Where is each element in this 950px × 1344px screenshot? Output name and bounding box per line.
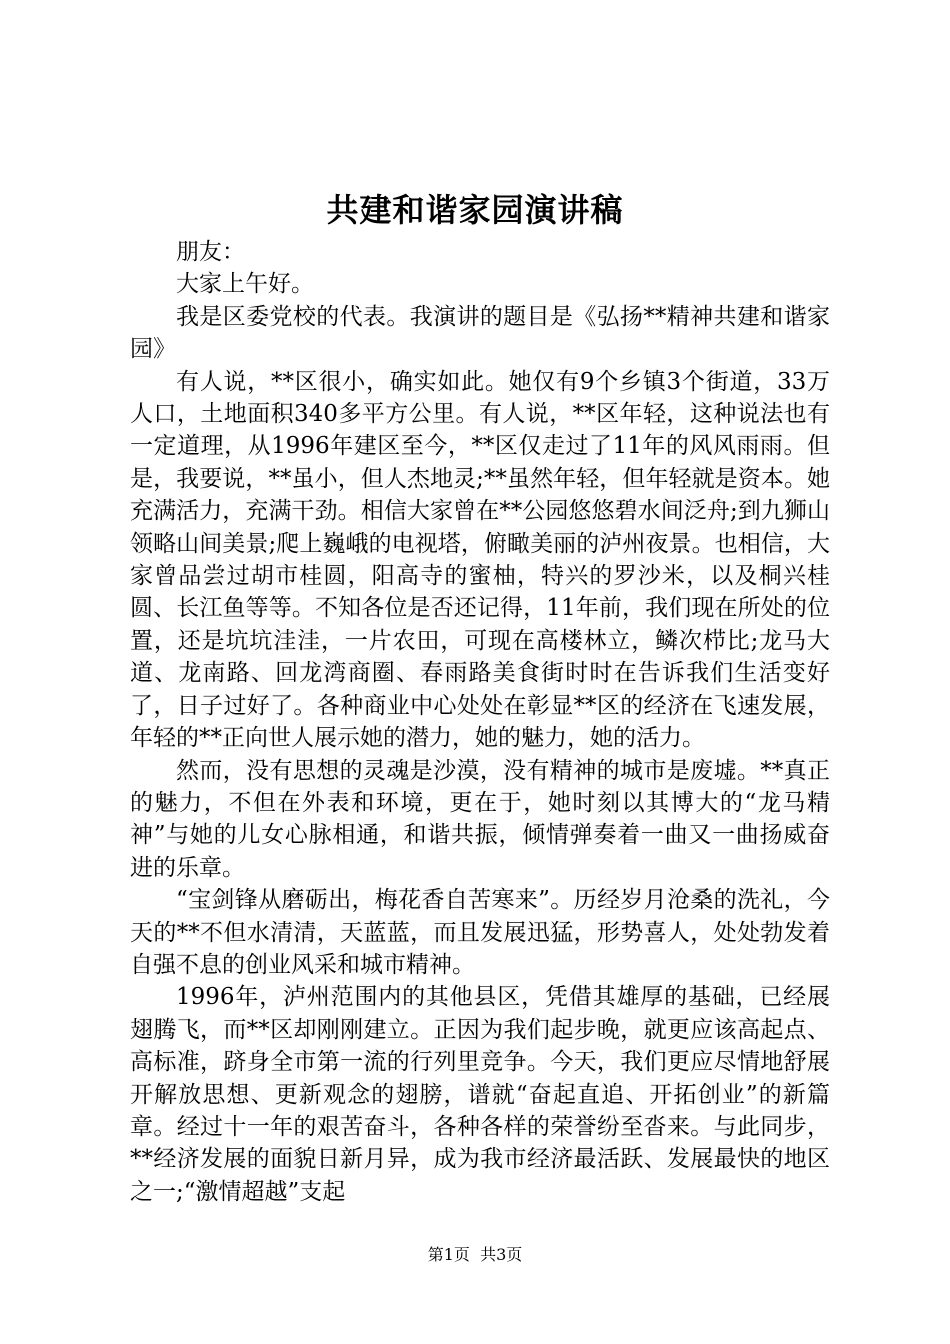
document-body	[130, 236, 830, 1208]
paragraph-district-overview: 有人说，**区很小，确实如此。她仅有9个乡镇3个街道，33万人口，土地面积340多平方公里。有人说，**区年轻，这种说法也有一定道理，从1996年建区至今，**区仅走过了11年的风风雨雨。但是，我要说，**虽小，但人杰地灵;**虽然年轻，但年轻就是资本。她充满活力，充满干劲。相信大家曾在**公园悠悠碧水间泛舟;到九狮山领略山间美景;爬上巍峨的电视塔，俯瞰美丽的泸州夜景。也相信，大家曾品尝过胡市桂圆，阳高寺的蜜柚，特兴的罗沙米，以及桐兴桂圆、长江鱼等等。不知各位是否还记得，11年前，我们现在所处的位置，还是坑坑洼洼，一片农田，可现在高楼林立，鳞次栉比;龙马大道、龙南路、回龙湾商圈、春雨路美食街时时在告诉我们生活变好了，日子过好了。各种商业中心处处在彰显**区的经济在飞速发展，年轻的**正向世人展示她的潜力，她的魅力，她的活力。	[130, 368, 830, 752]
paragraph-introduction: 我是区委党校的代表。我演讲的题目是《弘扬**精神共建和谐家园》	[130, 303, 830, 363]
paragraph-greeting: 朋友：	[176, 239, 245, 265]
page-number-footer: 第1页 共3页	[427, 1245, 523, 1264]
paragraph-history: 1996年，泸州范围内的其他县区，凭借其雄厚的基础，已经展翅腾飞，而**区却刚刚建立。正因为我们起步晚，就更应该高起点、高标准，跻身全市第一流的行列里竞争。今天，我们更应尽情地舒展开解放思想、更新观念的翅膀，谱就“奋起直追、开拓创业”的新篇章。经过十一年的艰苦奋斗，各种各样的荣誉纷至沓来。与此同步，**经济发展的面貌日新月异，成为我市经济最活跃、发展最快的地区之一;“激情超越”支起	[130, 984, 830, 1205]
paragraph-salutation: 大家上午好。	[176, 271, 314, 298]
paragraph-spirit: 然而，没有思想的灵魂是沙漠，没有精神的城市是废墟。**真正的魅力，不但在外表和环境，更在于，她时刻以其博大的“龙马精神”与她的儿女心脉相通，和谐共振，倾情弹奏着一曲又一曲扬威奋进的乐章。	[130, 757, 830, 881]
paragraph-quote: “宝剑锋从磨砺出，梅花香自苦寒来”。历经岁月沧桑的洗礼，今天的**不但水清清，天蓝蓝，而且发展迅猛，形势喜人，处处勃发着自强不息的创业风采和城市精神。	[130, 887, 830, 978]
document-title: 共建和谐家园演讲稿	[326, 191, 624, 229]
